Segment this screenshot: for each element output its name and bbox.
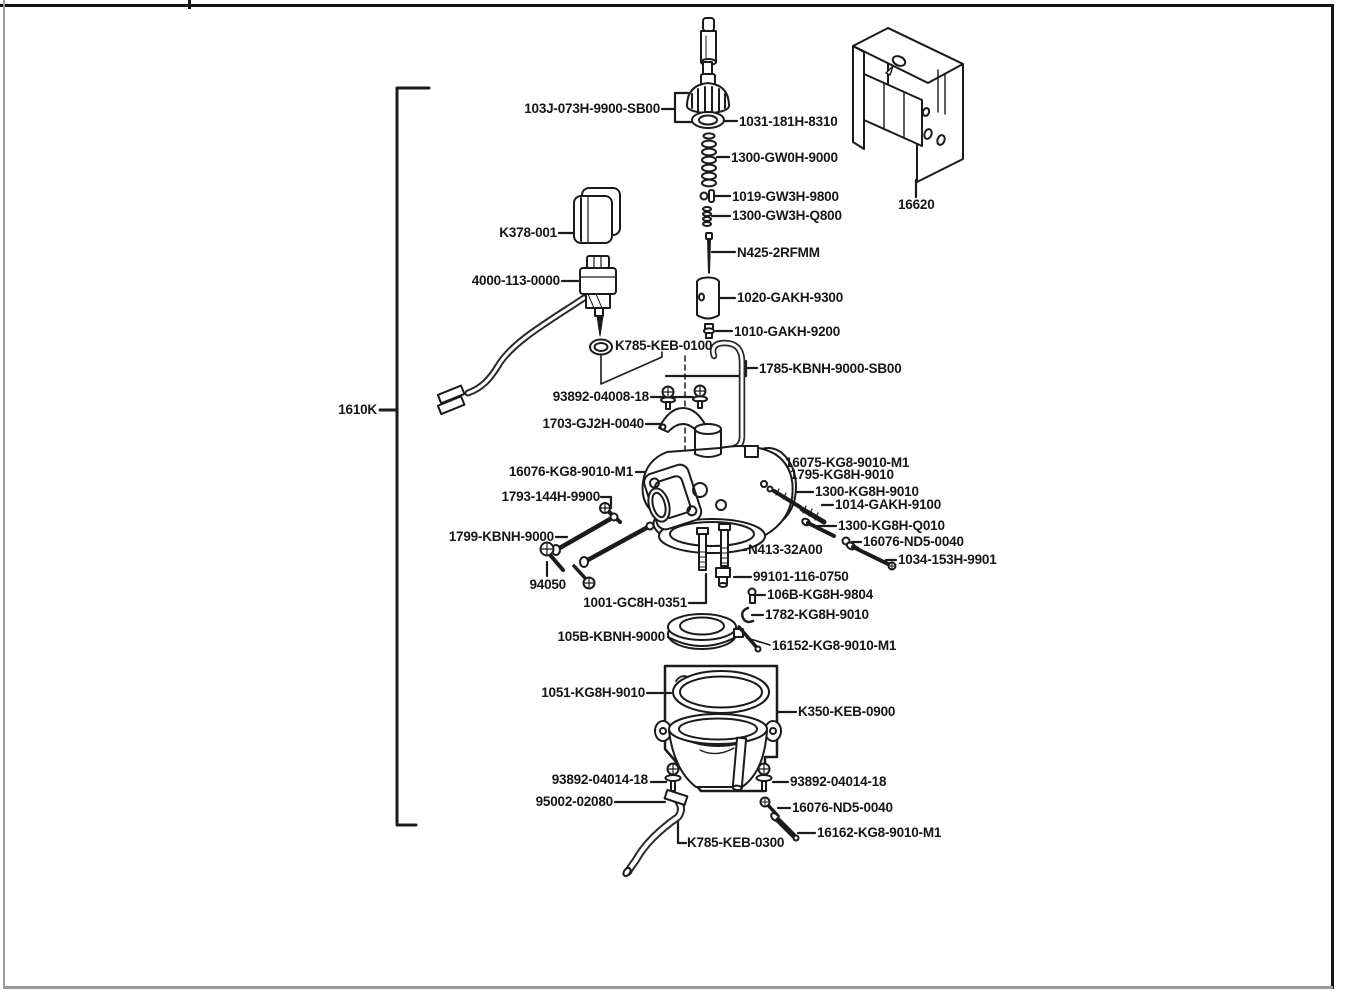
part-label-1051-kg8h-9010: 1051-KG8H-9010 bbox=[541, 685, 645, 700]
part-cap-gasket bbox=[692, 112, 724, 128]
part-label-k350-keb-0900: K350-KEB-0900 bbox=[798, 704, 896, 719]
part-label-n413-32a00: N413-32A00 bbox=[748, 542, 823, 557]
part-label-4000-113-0000: 4000-113-0000 bbox=[471, 273, 560, 288]
part-needle-seat bbox=[701, 190, 715, 202]
part-label-1799-kbnh-9000: 1799-KBNH-9000 bbox=[448, 529, 554, 544]
part-label-1300-gw0h-9000: 1300-GW0H-9000 bbox=[731, 150, 838, 165]
part-mounting-bracket bbox=[853, 28, 963, 182]
part-label-16076-nd5-0040-mid: 16076-ND5-0040 bbox=[863, 534, 964, 549]
part-label-1020-gakh-9300: 1020-GAKH-9300 bbox=[737, 290, 844, 305]
part-label-106b-kg8h-9804: 106B-KG8H-9804 bbox=[767, 587, 874, 602]
part-label-16076-kg8-9010-m1: 16076-KG8-9010-M1 bbox=[508, 464, 633, 479]
part-label-1034-153h-9901: 1034-153H-9901 bbox=[898, 552, 997, 567]
part-label-99101-116-0750: 99101-116-0750 bbox=[753, 569, 849, 584]
part-label-16075-kg8-9010-m1: 16075-KG8-9010-M1 bbox=[785, 455, 910, 470]
part-slide-stopper bbox=[704, 324, 714, 338]
part-label-1300-kg8h-q010: 1300-KG8H-Q010 bbox=[838, 518, 945, 533]
part-float-pin bbox=[739, 627, 761, 652]
part-small-spring bbox=[703, 207, 711, 226]
group-bracket-1610k bbox=[380, 88, 429, 825]
part-label-1001-gc8h-0351: 1001-GC8H-0351 bbox=[583, 595, 687, 610]
part-label-k378-001: K378-001 bbox=[499, 225, 557, 240]
part-top-tube bbox=[701, 18, 716, 65]
group-label-1610k: 1610K bbox=[338, 402, 377, 417]
part-jet-needle bbox=[706, 233, 712, 273]
part-label-105b-kbnh-9000: 105B-KBNH-9000 bbox=[557, 629, 665, 644]
part-studs-1799 bbox=[552, 514, 654, 568]
part-label-103j-073h-9900-sb00: 103J-073H-9900-SB00 bbox=[524, 101, 660, 116]
part-label-1793-144h-9900: 1793-144H-9900 bbox=[501, 489, 600, 504]
part-throttle-slide bbox=[697, 278, 719, 319]
part-label-1300-gw3h-q800: 1300-GW3H-Q800 bbox=[732, 208, 842, 223]
part-throttle-spring bbox=[702, 133, 716, 186]
part-label-k785-keb-0100: K785-KEB-0100 bbox=[615, 338, 713, 353]
part-label-n425-2rfmm: N425-2RFMM bbox=[737, 245, 820, 260]
part-label-1014-gakh-9100: 1014-GAKH-9100 bbox=[835, 497, 942, 512]
part-label-1785-kbnh-9000-sb00: 1785-KBNH-9000-SB00 bbox=[759, 361, 902, 376]
part-label-16162-kg8-9010-m1: 16162-KG8-9010-M1 bbox=[817, 825, 942, 840]
part-label-93892-04008-18: 93892-04008-18 bbox=[552, 389, 649, 404]
part-label-1782-kg8h-9010: 1782-KG8H-9010 bbox=[765, 607, 869, 622]
part-label-1031-181h-8310: 1031-181H-8310 bbox=[739, 114, 838, 129]
part-label-93892-04014-18-left: 93892-04014-18 bbox=[551, 772, 648, 787]
part-main-jet bbox=[716, 568, 730, 587]
part-label-1010-gakh-9200: 1010-GAKH-9200 bbox=[734, 324, 841, 339]
part-label-95002-02080: 95002-02080 bbox=[535, 794, 613, 809]
part-label-16152-kg8-9010-m1: 16152-KG8-9010-M1 bbox=[772, 638, 897, 653]
part-label-1019-gw3h-9800: 1019-GW3H-9800 bbox=[732, 189, 839, 204]
part-label-1703-gj2h-0040: 1703-GJ2H-0040 bbox=[542, 416, 644, 431]
part-label-1795-kg8h-9010: 1795-KG8H-9010 bbox=[790, 467, 894, 482]
part-throttle-cap bbox=[687, 62, 729, 113]
part-label-k785-keb-0300: K785-KEB-0300 bbox=[687, 835, 785, 850]
part-label-16620: 16620 bbox=[898, 197, 935, 212]
part-needle-jet bbox=[749, 589, 756, 604]
part-label-94050: 94050 bbox=[529, 577, 566, 592]
part-float bbox=[668, 614, 743, 649]
part-label-1300-kg8h-9010: 1300-KG8H-9010 bbox=[815, 484, 919, 499]
part-bowl-gasket bbox=[673, 671, 769, 713]
part-label-16076-nd5-0040-bottom: 16076-ND5-0040 bbox=[792, 800, 893, 815]
part-control-unit bbox=[574, 188, 620, 243]
part-label-93892-04014-18-right: 93892-04014-18 bbox=[790, 774, 887, 789]
part-o-ring-small bbox=[590, 340, 612, 355]
